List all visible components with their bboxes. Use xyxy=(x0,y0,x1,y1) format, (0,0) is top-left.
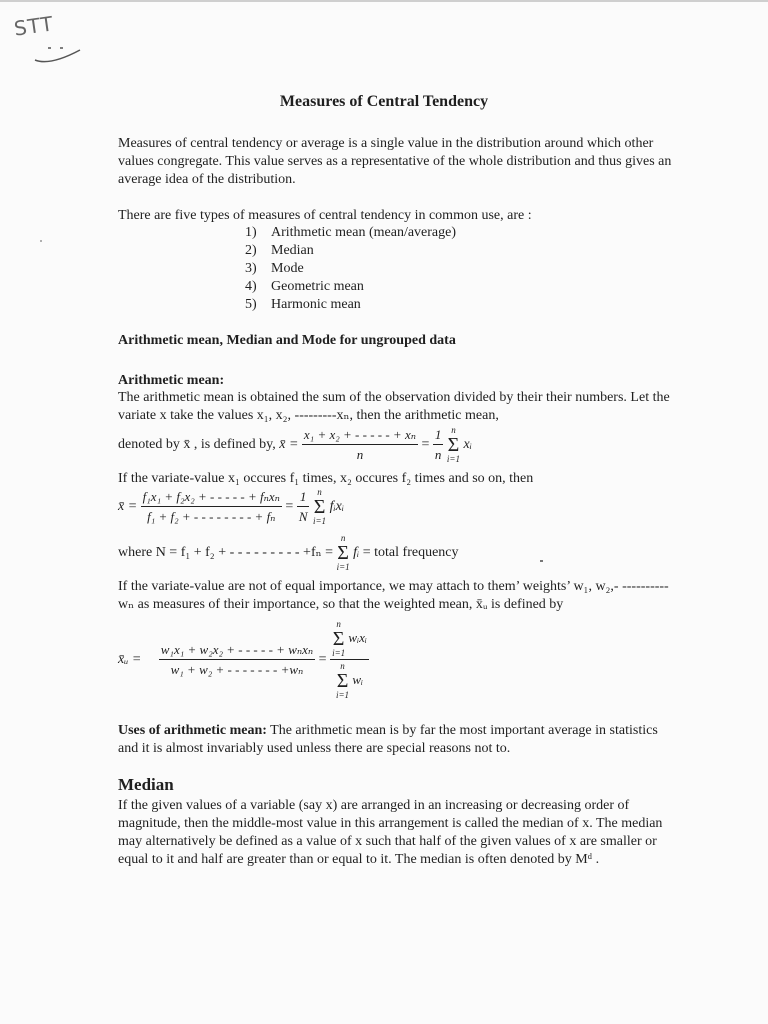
formula-prefix: denoted by x̄ , is defined by, xyxy=(118,437,276,453)
types-intro xyxy=(118,207,678,225)
list-item: 3) Mode xyxy=(245,261,304,276)
freq-text: If the variate-value x₁ occures f₁ times, x₂ occures f₂ times and so on, then xyxy=(118,471,534,486)
formula-total-frequency: where N = f₁ + f₂ + - - - - - - - - - +fₙ = n Σ i=1 fᵢ = total frequency xyxy=(118,533,459,572)
am-definition-text: The arithmetic mean is obtained the sum of the observation divided by their their numbers. Let the variate x take the values x₁, x₂, ---------xₙ, then the arithmetic mean, xyxy=(118,390,670,423)
median-text: If the given values of a variable (say x) are arranged in an increasing or decreasing order of magnitude, then the middle-most value in this arrangement is called the median of x. The median may alternatively be defined as a value of x such that half of the given values of x are smaller or equal to it and half are greater than or equal to it. The median is often denoted by Mᵈ . xyxy=(118,798,663,867)
uses-text: The arithmetic mean is by far the most important average in statistics and it is almost invariably used unless there are special reasons not to. xyxy=(118,723,658,756)
uses-paragraph xyxy=(118,722,678,758)
fraction: $\frac{1}{n}$ xyxy=(434,427,442,462)
fraction: $\frac{1}{N}$ xyxy=(298,489,308,524)
scan-edge xyxy=(0,0,768,2)
intro-paragraph xyxy=(118,135,678,189)
am-heading: Arithmetic mean: xyxy=(118,373,225,388)
median-paragraph xyxy=(118,797,678,869)
fraction: $\frac{\text{x₁ + x₂ + - - - - - + xₙ}}{n}$ xyxy=(303,427,416,462)
am-text xyxy=(118,389,678,425)
list-item: 2) Median xyxy=(245,243,314,258)
page-title: Measures of Central Tendency xyxy=(279,93,489,110)
summation-icon: n Σ i=1 xyxy=(336,533,350,572)
handwritten-note: STT xyxy=(12,11,56,41)
formula-mean: denoted by x̄ , is defined by, x̄ = $\frac{\text{x₁ + x₂ + - - - - - + xₙ}}{n}$ = $\frac{1}{n}$ n Σ i=1 xᵢ xyxy=(118,425,472,464)
types-intro-text: There are five types of measures of central tendency in common use, are : xyxy=(118,208,532,223)
formula-weighted-freq: x̄ = $\frac{\text{f₁x₁ + f₂x₂ + - - - - - + fₙxₙ}}{\text{f₁ + f₂ + - - - - - - - - + fₙ}}$ = $\frac{1}{N}$ n Σ i=1 fᵢxᵢ xyxy=(118,487,345,526)
intro-text: Measures of central tendency or average is a single value in the distribution around which other values congregate. This value serves as a representative of the whole distribution and thus gives an average idea of the distribution. xyxy=(118,136,672,187)
summation-icon: n Σ i=1 xyxy=(446,425,460,464)
summation-icon: n Σ i=1 xyxy=(335,661,350,700)
uses-heading: Uses of arithmetic mean: xyxy=(118,723,267,738)
handwritten-scribble xyxy=(30,40,90,70)
summation-icon: n Σ i=1 xyxy=(332,619,346,658)
list-item: 1) Arithmetic mean (mean/average) xyxy=(245,225,457,240)
fraction: $\frac{\text{w₁x₁ + w₂x₂ + - - - - - + wₙxₙ}}{\text{w₁ + w₂ + - - - - - - - +wₙ}}$ xyxy=(160,642,314,677)
list-item: 4) Geometric mean xyxy=(245,279,364,294)
types-list xyxy=(245,224,456,314)
weight-text: If the variate-value are not of equal importance, we may attach to them’ weights’ w₁, w₂,- ----------wₙ as measures of their importance, so that the weighted mean, x̄ᵤ is defined by xyxy=(118,579,669,612)
formula-weighted-mean: x̄ᵤ = $\frac{\text{w₁x₁ + w₂x₂ + - - - - - + wₙxₙ}}{\text{w₁ + w₂ + - - - - - - - +wₙ}}$ = n Σ i=1 wᵢxᵢ n Σ i=1 wᵢ xyxy=(118,619,367,700)
fraction: $\frac{\text{f₁x₁ + f₂x₂ + - - - - - + fₙxₙ}}{\text{f₁ + f₂ + - - - - - - - - + fₙ}}$ xyxy=(142,489,280,524)
median-heading: Median xyxy=(118,775,174,794)
list-item: 5) Harmonic mean xyxy=(245,297,361,312)
scan-speck xyxy=(540,560,543,562)
scan-speck xyxy=(40,240,42,242)
summation-icon: n Σ i=1 xyxy=(312,487,327,526)
fraction: n Σ i=1 wᵢxᵢ n Σ i=1 wᵢ xyxy=(332,619,367,700)
section-heading: Arithmetic mean, Median and Mode for ungrouped data xyxy=(118,333,456,348)
